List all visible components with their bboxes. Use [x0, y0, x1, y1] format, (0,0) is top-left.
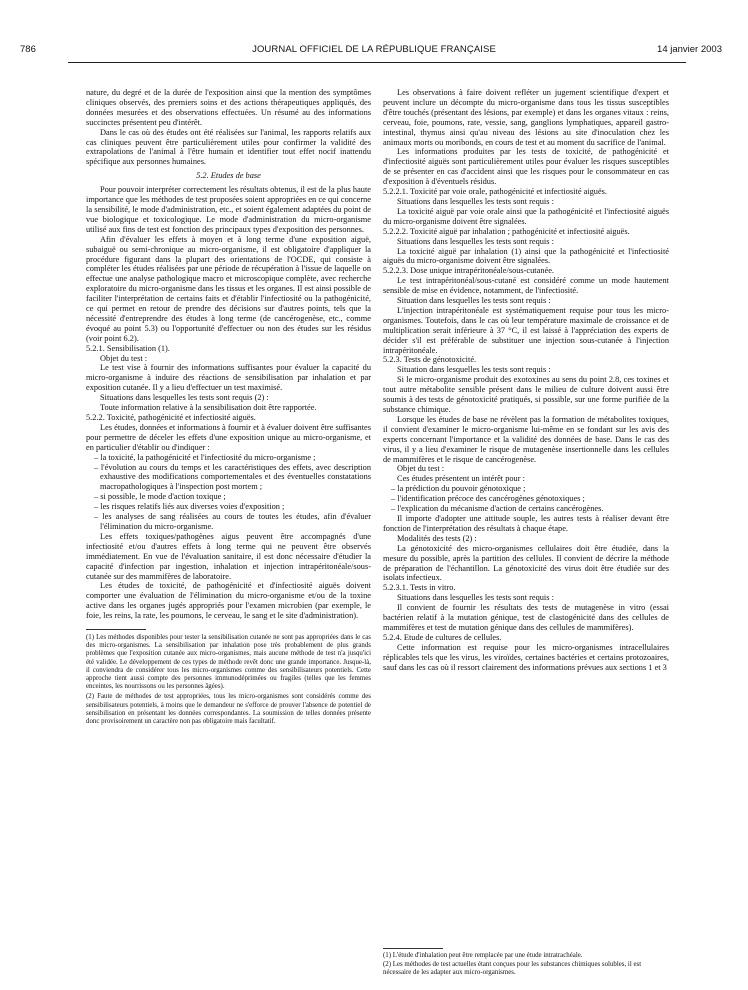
paragraph: Il convient de fournir les résultats des tests de mutagenèse in vitro (essai bactérien relatif à la mutation génique, test de clastogénicité dans des cellules de mammifères et test de mutation génique dans des cellules de mammifères).: [383, 603, 669, 632]
paragraph: Situations dans lesquelles les tests sont requis :: [397, 236, 554, 246]
paragraph: Modalités des tests (2) :: [397, 533, 477, 543]
paragraph: Si le micro-organisme produit des exotoxines au sens du point 2.8, ces toxines et tout autre métabolite sensible présent dans le milieu de culture doivent aussi être soumis à des tests de génotoxicité pratiqués, si possible, sur une forme purifiée de la substance chimique.: [383, 375, 669, 414]
issue-date: 14 janvier 2003: [657, 44, 722, 55]
right-column-body: [383, 88, 669, 672]
section-heading: 5.2. Etudes de base: [196, 171, 261, 181]
list-item: – la toxicité, la pathogénicité et l'infectiosité du micro-organisme ;: [94, 452, 316, 462]
left-footnotes: [86, 634, 371, 726]
paragraph: Toute information relative à la sensibilisation doit être rapportée.: [100, 403, 317, 413]
paragraph: La génotoxicité des micro-organismes cellulaires doit être étudiée, dans la mesure du possible, après la partition des cellules. Il convient de décrire la méthode de préparation de l'échantillon. La génotoxicité des virus doit être étudiée sur des isolats infectieux.: [383, 543, 669, 583]
paragraph: Lorsque les études de base ne révèlent pas la formation de métabolites toxiques, il convient d'examiner le micro-organisme lui-même en se fondant sur les avis des experts concernant l'importance et la validité des données de base. Dans le cas des virus, il y a lieu d'examiner le risque de mutagenèse insertionnelle dans les cellules de mammifères et le risque de cancérogenèse.: [383, 414, 669, 464]
paragraph: Situations dans lesquelles les tests sont requis (2) :: [100, 393, 269, 403]
page-header: [20, 44, 728, 60]
header-rule: [68, 62, 686, 63]
paragraph: Les observations à faire doivent refléter un jugement scientifique d'expert et peuvent inclure un décompte du micro-organisme dans tous les tissus susceptibles d'être touchés (présentant des lésions, par exemple) et dans les organes vitaux : reins, cerveau, foie, poumons, rate, vessie, sang, ganglions lymphatiques, appareil gastro-intestinal, thymus ainsi qu'au niveau des lésions au site d'inoculation chez les animaux morts ou moribonds, en cours de test et au moment du sacrifice de l'animal.: [383, 88, 669, 147]
paragraph: Afin d'évaluer les effets à moyen et à long terme d'une exposition aiguë, subaiguë ou semi-chronique au micro-organisme, il est obligatoire d'appliquer la procédure figurant dans la plupart des orientations de l'OCDE, qui consiste à compléter les études réalisées par une période de récupération à l'issue de laquelle on effectue une analyse pathologique macro et microscopique complète, avec recherche exploratoire du micro-organisme dans les tissus et les organes. Il est ainsi possible de faciliter l'interprétation de certains faits et d'établir l'infectiosité ou la pathogénicité, ce qui permet en retour de prendre des décisions sur d'autres points, tels que la nécessité d'entreprendre des études à long terme (de cancérogenèse, etc., comme évoqué au point 5.3) ou l'opportunité d'effectuer ou non des études sur les résidus (voir point 6.2).: [86, 234, 371, 343]
right-column: [383, 88, 669, 672]
subsection-heading: 5.2.2. Toxicité, pathogénicité et infectiosité aiguës.: [86, 413, 256, 422]
paragraph: Pour pouvoir interpréter correctement les résultats obtenus, il est de la plus haute importance que les méthodes de test proposées soient appropriées en ce qui concerne la sensibilité, le mode d'administration, etc., et soient également adaptées du point de vue biologique et toxicologique. Le mode d'administration du micro-organisme utilisé aux fins de test est fonction des principaux types d'exposition des personnes.: [86, 185, 371, 234]
list-item: – la prédiction du pouvoir génotoxique ;: [391, 484, 526, 494]
paragraph: La toxicité aiguë par inhalation (1) ainsi que la pathogénicité et l'infectiosité aiguës du micro-organisme doivent être signalées.: [383, 246, 669, 266]
paragraph: Dans le cas où des études ont été réalisées sur l'animal, les rapports relatifs aux cas cliniques peuvent être particulièrement utiles pour confirmer la validité des extrapolations de l'animal à l'être humain et identifier tout effet nocif inattendu spécifique aux personnes humaines.: [86, 127, 371, 167]
paragraph: L'injection intrapéritonéale est systématiquement requise pour tous les micro-organismes. Toutefois, dans le cas où leur température maximale de croissance et de multiplication serait inférieure à 37 °C, il est laissé à l'appréciation des experts de décider s'il est préférable de substituer une injection sous-cutanée à l'injection intrapéritonéale.: [383, 305, 669, 355]
list-item: – l'identification précoce des cancérogènes génotoxiques ;: [391, 494, 585, 504]
paragraph: Situations dans lesquelles les tests sont requis :: [397, 196, 554, 206]
footnote: (2) Les méthodes de test actuelles étant conçues pour les substances chimiques solubles, il est nécessaire de les adapter aux micro-organismes.: [383, 961, 642, 977]
paragraph: Situations dans lesquelles les tests sont requis :: [397, 593, 554, 603]
paragraph: Cette information est requise pour les micro-organismes intracellulaires réplicables tels que les virus, les viroïdes, certaines bactéries et certains protozoaires, sauf dans les cas où il ressort clairement des informations prévues aux sections 1 et 3: [383, 642, 669, 672]
paragraph: Les études de toxicité, de pathogénicité et d'infectiosité aiguës doivent comporter une évaluation de l'élimination du micro-organisme et/ou de la toxine active dans les organes jugés appropriés pour l'examen microbien (par exemple, le foie, les reins, la rate, les poumons, le cerveau, le sang et le site d'administration).: [86, 581, 371, 621]
footnote-separator-right: [383, 948, 443, 949]
paragraph: Le test intrapéritonéal/sous-cutané est considéré comme un mode hautement sensible de mise en évidence, notamment, de l'infectiosité.: [383, 276, 669, 296]
footnote-separator: [86, 629, 146, 630]
paragraph: Le test vise à fournir des informations suffisantes pour évaluer la capacité du micro-organisme à induire des réactions de sensibilisation par inhalation et par exposition cutanée. Il y a lieu d'effectuer un test maximisé.: [86, 363, 371, 393]
page-number: 786: [20, 44, 36, 55]
list-item: – les risques relatifs liés aux diverses voies d'exposition ;: [94, 502, 285, 512]
list-item: – l'évolution au cours du temps et les caractéristiques des effets, avec description exhaustive des modifications comportementales et des éventuelles constatations macropathologiques à l'inspection post mortem ;: [94, 462, 371, 492]
subsection-heading: 5.2.2.3. Dose unique intrapéritonéale/sous-cutanée.: [383, 266, 554, 276]
subsection-heading: 5.2.2.1. Toxicité par voie orale, pathogénicité et infectiosité aiguës.: [383, 187, 608, 197]
subsection-heading: 5.2.2.2. Toxicité aiguë par inhalation ; pathogénicité et infectiosité aiguës.: [383, 226, 630, 236]
paragraph: Ces études présentent un intérêt pour :: [397, 474, 525, 484]
paragraph: Les informations produites par les tests de toxicité, de pathogénicité et d'infectiosité aiguës sont particulièrement utiles pour évaluer les risques susceptibles de se présenter en cas d'accident ainsi que les risques pour le consommateur en cas d'exposition à d'éventuels résidus.: [383, 147, 669, 187]
paragraph: Objet du test :: [397, 464, 445, 474]
list-item: – les analyses de sang réalisées au cours de toutes les études, afin d'évaluer l'élimination du micro-organisme.: [94, 512, 371, 531]
paragraph: La toxicité aiguë par voie orale ainsi que la pathogénicité et l'infectiosité aiguës du micro-organisme doivent être signalées.: [383, 206, 669, 226]
subsection-heading: 5.2.3. Tests de génotoxicité.: [383, 355, 477, 365]
paragraph: Il importe d'adopter une attitude souple, les autres tests à réaliser devant être fonction de l'interprétation des résultats à chaque étape.: [383, 513, 669, 533]
paragraph: nature, du degré et de la durée de l'exposition ainsi que la mention des symptômes cliniques observés, des premiers soins et des actions thérapeutiques appliqués, des données mesurées et des observations effectuées. Un résumé au des informations succinctes présentent peu d'intérêt.: [86, 88, 371, 127]
list-item: – si possible, le mode d'action toxique ;: [94, 492, 226, 502]
footnote: (1) Les méthodes disponibles pour tester la sensibilisation cutanée ne sont pas appropriées dans le cas des micro-organismes. La sensibilisation par inhalation pose très probablement de plus grands problèmes que l'exposition cutanée aux micro-organismes, mais aucune méthode de test n'a jusqu'ici été validée. Le développement de ces types de méthode revêt donc une grande importance. Jusque-là, il conviendra de considérer tous les micro-organismes comme des sensibilisateurs potentiels. Cette approche tient aussi compte des personnes immunodéprimées ou fragiles (telles que les femmes enceintes, les nourrissons ou les personnes âgées).: [86, 634, 371, 691]
journal-title: JOURNAL OFFICIEL DE LA RÉPUBLIQUE FRANÇAISE: [252, 44, 496, 55]
subsection-heading: 5.2.3.1. Tests in vitro.: [383, 583, 456, 593]
paragraph: Objet du test :: [100, 353, 148, 363]
subsection-heading: 5.2.4. Etude de cultures de cellules.: [383, 632, 502, 642]
paragraph: Situation dans lesquelles les tests sont requis :: [397, 365, 551, 375]
footnote: (2) Faute de méthodes de test appropriées, tous les micro-organismes sont considérés comme des sensibilisateurs potentiels, à moins que le demandeur ne s'efforce de prouver l'absence de potentiel de sensibilisation en présentant les données correspondantes. La soumission de telles données présente donc provisoirement un caractère non pas obligatoire mais facultatif.: [86, 693, 371, 726]
right-footnotes: [383, 952, 669, 979]
left-column: [86, 88, 371, 728]
left-column-body: [86, 88, 371, 621]
paragraph: Les études, données et informations à fournir et à évaluer doivent être suffisantes pour permettre de déceler les effets d'une exposition unique au micro-organisme, et en particulier d'établir ou d'indiquer :: [86, 422, 371, 452]
footnote: (1) L'étude d'inhalation peut être remplacée par une étude intratrachéale.: [383, 952, 583, 959]
list-item: – l'explication du mécanisme d'action de certains cancérogènes.: [391, 504, 604, 514]
paragraph: Situation dans lesquelles les tests sont requis :: [397, 296, 551, 306]
subsection-heading: 5.2.1. Sensibilisation (1).: [86, 343, 170, 353]
paragraph: Les effets toxiques/pathogènes aigus peuvent être accompagnés d'une infectiosité et/ou d'autres effets à long terme qui ne peuvent être observés immédiatement. En vue de l'évaluation sanitaire, il est donc nécessaire d'étudier la capacité d'infection par ingestion, inhalation et injection intrapéritonéale/sous-cutanée sur des mammifères de laboratoire.: [86, 531, 371, 581]
